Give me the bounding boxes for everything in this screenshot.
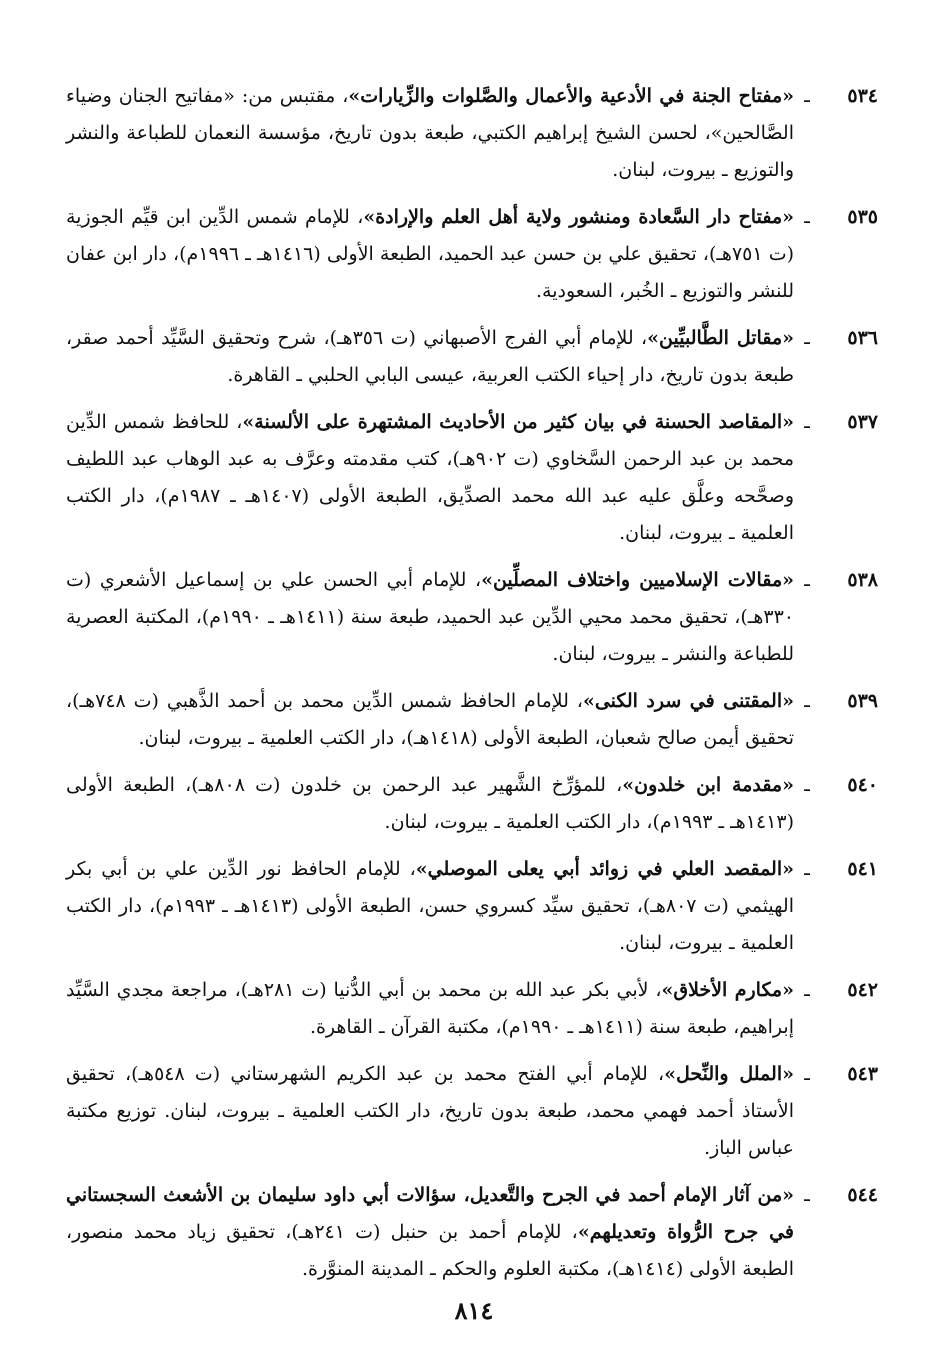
entry-details: ، للإمام شمس الدِّين ابن قيِّم الجوزية (ت ٧٥١هـ)، تحقيق علي بن حسن عبد الحميد، الطبعة الأولى (١٤١٦هـ ـ ١٩٩٦م)، دار ابن عفان للنشر والتوزيع ـ الخُبر، السعودية. xyxy=(66,206,794,302)
entry-number: ٥٤٢ xyxy=(847,979,878,1001)
entry-title: «من آثار الإمام أحمد في الجرح والتَّعديل، سؤالات أبي داود سليمان بن الأشعث السجستاني في جرح الرُّواة وتعديلهم» xyxy=(66,1184,795,1243)
entry-details: ، للمؤرِّخ الشَّهير عبد الرحمن بن خلدون (ت ٨٠٨هـ)، الطبعة الأولى (١٤١٣هـ ـ ١٩٩٣م)، دار الكتب العلمية ـ بيروت، لبنان. xyxy=(66,774,794,833)
entry-dash: ـ xyxy=(804,774,810,796)
entry-details: ، للإمام أحمد بن حنبل (ت ٢٤١هـ)، تحقيق زياد محمد منصور، الطبعة الأولى (١٤١٤هـ)، مكتبة العلوم والحكم ـ المدينة المنوَّرة. xyxy=(66,1221,794,1280)
entry-number: ٥٤٠ xyxy=(847,774,878,796)
entry-title: «المقتنى في سرد الكنى» xyxy=(582,690,794,712)
entry-number: ٥٤٣ xyxy=(847,1063,878,1085)
entry-text xyxy=(66,1056,794,1167)
entry-title: «مكارم الأخلاق» xyxy=(661,979,794,1001)
entry-text xyxy=(66,683,794,757)
entry-details: ، للإمام الحافظ نور الدِّين علي بن أبي بكر الهيثمي (ت ٨٠٧هـ)، تحقيق سيِّد كسروي حسن، الطبعة الأولى (١٤١٣هـ ـ ١٩٩٣م)، دار الكتب العلمية ـ بيروت، لبنان. xyxy=(66,858,794,954)
entry-dash: ـ xyxy=(804,569,810,591)
entry-dash: ـ xyxy=(804,1184,810,1206)
entry-text xyxy=(66,320,794,394)
entry-dash: ـ xyxy=(804,1063,810,1085)
entry-text xyxy=(66,972,794,1046)
entry-title: «المقاصد الحسنة في بيان كثير من الأحاديث المشتهرة على الألسنة» xyxy=(242,411,794,433)
entry-number: ٥٣٤ xyxy=(847,85,878,107)
entry-details: ، مقتبس من: «مفاتيح الجنان وضياء الصَّالحين»، لحسن الشيخ إبراهيم الكتبي، طبعة بدون تاريخ، مؤسسة النعمان للطباعة والنشر والتوزيع ـ بيروت، لبنان. xyxy=(66,85,794,181)
entry-details: ، لأبي بكر عبد الله بن محمد بن أبي الدُّنيا (ت ٢٨١هـ)، مراجعة مجدي السَّيِّد إبراهيم، طبعة سنة (١٤١١هـ ـ ١٩٩٠م)، مكتبة القرآن ـ القاهرة. xyxy=(66,979,794,1038)
entry-text xyxy=(66,767,794,841)
entry-number: ٥٣٦ xyxy=(847,327,878,349)
entry-title: «مقاتل الطَّالبيِّين» xyxy=(647,327,795,349)
entry-dash: ـ xyxy=(804,858,810,880)
entry-dash: ـ xyxy=(804,85,810,107)
entry-text xyxy=(66,404,794,552)
entry-text xyxy=(66,78,794,189)
bibliography-entry-539 xyxy=(66,683,878,757)
entry-number: ٥٣٩ xyxy=(847,690,878,712)
entry-title: «مفتاح الجنة في الأدعية والأعمال والصَّلوات والزِّيارات» xyxy=(348,85,795,107)
entry-number: ٥٤٤ xyxy=(847,1184,878,1206)
entry-details: ، للإمام أبي الفرج الأصبهاني (ت ٣٥٦هـ)، شرح وتحقيق السَّيِّد أحمد صقر، طبعة بدون تاريخ، دار إحياء الكتب العربية، عيسى البابي الحلبي ـ القاهرة. xyxy=(66,327,794,386)
entry-dash: ـ xyxy=(804,206,810,228)
bibliography-entry-540 xyxy=(66,767,878,841)
entry-details: ، للحافظ شمس الدِّين محمد بن عبد الرحمن السَّخاوي (ت ٩٠٢هـ)، كتب مقدمته وعرَّف به عبد الوهاب عبد اللطيف وصحَّحه وعلَّق عليه عبد الله محمد الصدِّيق، الطبعة الأولى (١٤٠٧هـ ـ ١٩٨٧م)، دار الكتب العلمية ـ بيروت، لبنان. xyxy=(66,411,795,544)
bibliography-page xyxy=(66,78,878,1298)
entry-number: ٥٣٨ xyxy=(847,569,878,591)
entry-dash: ـ xyxy=(804,327,810,349)
bibliography-entry-543 xyxy=(66,1056,878,1167)
bibliography-entry-535 xyxy=(66,199,878,310)
bibliography-entry-542 xyxy=(66,972,878,1046)
bibliography-entry-538 xyxy=(66,562,878,673)
entry-dash: ـ xyxy=(804,690,810,712)
entry-details: ، للإمام الحافظ شمس الدِّين محمد بن أحمد الذَّهبي (ت ٧٤٨هـ)، تحقيق أيمن صالح شعبان، الطبعة الأولى (١٤١٨هـ)، دار الكتب العلمية ـ بيروت، لبنان. xyxy=(66,690,794,749)
entry-text xyxy=(66,1177,794,1288)
bibliography-entry-534 xyxy=(66,78,878,189)
page-number: ٨١٤ xyxy=(454,1296,494,1325)
entry-title: «مقدمة ابن خلدون» xyxy=(622,774,794,796)
bibliography-entry-541 xyxy=(66,851,878,962)
entry-text xyxy=(66,199,794,310)
entry-title: «الملل والنِّحل» xyxy=(664,1063,794,1085)
entry-text xyxy=(66,851,794,962)
entry-details: ، للإمام أبي الحسن علي بن إسماعيل الأشعري (ت ٣٣٠هـ)، تحقيق محمد محيي الدِّين عبد الحميد، طبعة سنة (١٤١١هـ ـ ١٩٩٠م)، المكتبة العصرية للطباعة والنشر ـ بيروت، لبنان. xyxy=(66,569,795,665)
bibliography-entry-536 xyxy=(66,320,878,394)
entry-number: ٥٣٧ xyxy=(847,411,878,433)
entry-number: ٥٣٥ xyxy=(847,206,878,228)
entry-number: ٥٤١ xyxy=(847,858,878,880)
entry-text xyxy=(66,562,794,673)
entry-details: ، للإمام أبي الفتح محمد بن عبد الكريم الشهرستاني (ت ٥٤٨هـ)، تحقيق الأستاذ أحمد فهمي محمد، طبعة بدون تاريخ، دار الكتب العلمية ـ بيروت، لبنان. توزيع مكتبة عباس الباز. xyxy=(66,1063,794,1159)
entry-title: «المقصد العلي في زوائد أبي يعلى الموصلي» xyxy=(415,858,794,880)
entry-title: «مقالات الإسلاميين واختلاف المصلِّين» xyxy=(481,569,794,591)
bibliography-entry-544 xyxy=(66,1177,878,1288)
entry-dash: ـ xyxy=(804,411,810,433)
bibliography-entry-537 xyxy=(66,404,878,552)
entry-dash: ـ xyxy=(804,979,810,1001)
entry-title: «مفتاح دار السَّعادة ومنشور ولاية أهل العلم والإرادة» xyxy=(363,206,794,228)
